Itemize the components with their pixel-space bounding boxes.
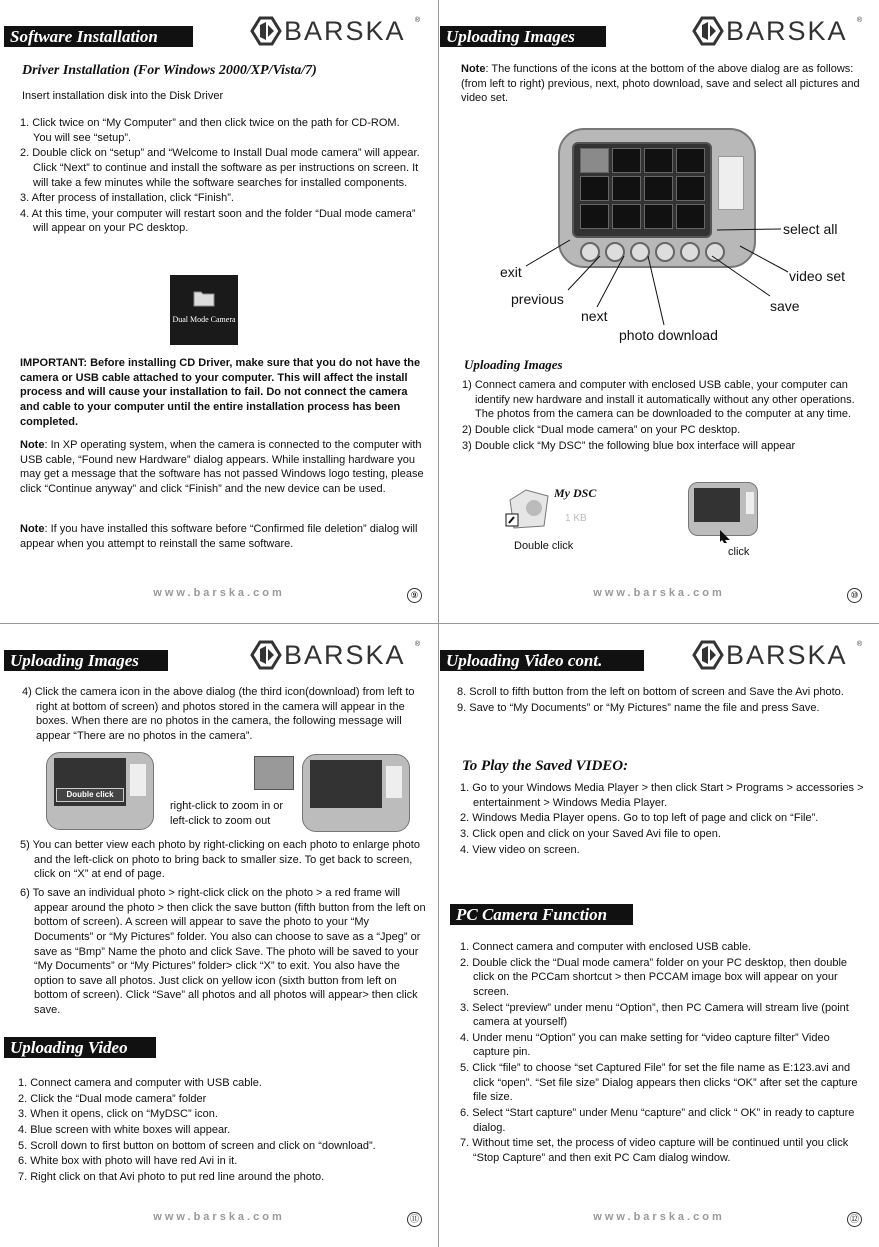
folder-icon xyxy=(193,289,215,307)
callout-leaders xyxy=(440,0,878,360)
list-item: 2. Double click on “setup” and “Welcome to Install Dual mode camera” will appear. Click “Next” to continue and install the software as per instructions on screen. It will take a few minutes while the software searches for installed components. xyxy=(20,147,420,189)
note-text: : In XP operating system, when the camera is connected to the computer with USB cable, “Found new Hardware” dialog appears. While installing hardware you may get a message that the software has not passed Windows logo testing, please click “Continue anyway” and click “Finish” and the new device can be used. xyxy=(20,439,424,495)
double-click-badge: Double click xyxy=(56,788,124,802)
note-reinstall xyxy=(20,522,424,551)
list-item: 1. Connect camera and computer with USB cable. xyxy=(18,1077,262,1089)
page-uploading-images-2 xyxy=(0,624,438,1247)
list-item: 3) Double click “My DSC” the following blue box interface will appear xyxy=(462,439,796,452)
page-number: ⑫ xyxy=(847,1212,862,1227)
note-text: : If you have installed this software before “Confirmed file deletion” dialog will appear when you attempt to reinstall the same software. xyxy=(20,523,418,550)
list-item: 5. Scroll down to first button on bottom of screen and click on “download”. xyxy=(18,1139,376,1152)
list-item: 2. Windows Media Player opens. Go to top left of page and click on “File”. xyxy=(460,812,819,825)
camera-dialog-double-click xyxy=(46,752,154,832)
callout-save: save xyxy=(770,298,800,314)
list-item: 7. Without time set, the process of video capture will be continued until you click “Stop Capture” and then exit PC Cam dialog window. xyxy=(460,1137,849,1164)
video-steps xyxy=(18,1076,434,1185)
brand-name: BARSKA xyxy=(726,640,848,670)
play-video-title: To Play the Saved VIDEO: xyxy=(462,758,629,774)
list-item: 1. Connect camera and computer with enclosed USB cable. xyxy=(460,941,752,953)
intro-text: Insert installation disk into the Disk Driver xyxy=(22,90,224,102)
callout-video-set: video set xyxy=(789,268,846,284)
step-4: 4) Click the camera icon in the above dialog (the third icon(download) from left to right at bottom of screen) and photos stored in the camera will appear in the boxes. When there are no photos in the camera, the following message will appear “There are no photos in the camera”. xyxy=(22,686,415,742)
note-label: Note xyxy=(20,523,45,535)
callout-exit: exit xyxy=(500,264,522,280)
list-item: 3. After process of installation, click “Finish”. xyxy=(20,192,234,205)
page-header: Uploading Images xyxy=(4,650,168,671)
driver-subtitle: Driver Installation (For Windows 2000/XP/Vista/7) xyxy=(22,63,317,78)
page-header: Uploading Images xyxy=(440,26,606,47)
list-item: 7. Right click on that Avi photo to put red line around the photo. xyxy=(18,1170,325,1183)
callout-next: next xyxy=(581,308,608,324)
pc-camera-header: PC Camera Function xyxy=(450,904,633,925)
registered-mark: ® xyxy=(856,641,862,648)
page-number: ⑨ xyxy=(407,588,422,603)
callout-select-all: select all xyxy=(783,221,838,237)
uploading-images-subtitle: Uploading Images xyxy=(464,357,563,372)
cursor-arrow-icon xyxy=(718,528,732,544)
video-steps-cont xyxy=(457,685,861,716)
list-item: 2. Click the “Dual mode camera” folder xyxy=(18,1092,207,1105)
list-item: 3. Select “preview” under menu “Option”, then PC Camera will stream live (point camera at yourself) xyxy=(460,1001,849,1029)
page-software-installation xyxy=(0,0,438,623)
important-warning: IMPORTANT: Before installing CD Driver, make sure that you do not have the camera or USB cable attached to your computer. This will affect the install process and will cause your installation to fail. Do not connect the camera and cable to your computer until the entire installation process has been completed. xyxy=(20,357,421,428)
step-6: 6) To save an individual photo > right-click click on the photo > a red frame will appear around the photo > then click the save button (fifth button from the left on bottom of screen). A screen will appear to save the photo to your “My Documents” or “My Pictures” folder. You also can choose to save as a “Jpeg” or save as “Bmp” Name the photo and click Save. The photo will be saved to your “My Documents” or “My Pictures” folder> click “X” to exit. You also have the option to save all photos. Just click on yellow icon (sixth button from left on bottom of screen). Click “Save” all photos and all photos will appear> then click save. xyxy=(20,887,426,1016)
page-uploading-images xyxy=(440,0,878,623)
dual-mode-camera-shortcut xyxy=(170,275,238,345)
list-item: 1. Go to your Windows Media Player > then click Start > Programs > accessories > entertainment > Windows Media Player. xyxy=(460,782,864,809)
page-number: ⑩ xyxy=(847,588,862,603)
folder-icon xyxy=(504,486,554,532)
footer-url: www.barska.com xyxy=(593,587,725,600)
list-item: 3. When it opens, click on “MyDSC” icon. xyxy=(18,1108,218,1121)
play-steps xyxy=(460,781,864,858)
mydsc-label: My DSC xyxy=(554,486,597,500)
list-item: 6. White box with photo will have red Avi in it. xyxy=(18,1155,238,1168)
page-uploading-video-cont xyxy=(440,624,878,1247)
file-size: 1 KB xyxy=(565,513,587,524)
step-5: 5) You can better view each photo by right-clicking on each photo to enlarge photo and the left-click on photo to bring back to smaller size. To get back to screen, click on “X” at end of page. xyxy=(20,839,420,881)
video-header: Uploading Video xyxy=(4,1037,156,1058)
list-item: 6. Select “Start capture” under Menu “capture” and click “ OK” in ready to capture dialog. xyxy=(460,1106,855,1134)
brand-name: BARSKA xyxy=(284,16,406,46)
barska-logo xyxy=(250,638,420,672)
footer-url: www.barska.com xyxy=(593,1211,725,1224)
note-label: Note xyxy=(461,63,486,75)
icon-label: Dual Mode Camera xyxy=(172,315,236,324)
zoom-instruction: right-click to zoom in or left-click to zoom out xyxy=(170,800,284,827)
page-header: Software Installation xyxy=(4,26,193,47)
registered-mark: ® xyxy=(414,17,420,24)
barska-mark-icon xyxy=(250,640,282,670)
footer-url: www.barska.com xyxy=(153,1211,285,1224)
note-xp xyxy=(20,438,424,497)
list-item: 4. Blue screen with white boxes will appear. xyxy=(18,1123,231,1136)
list-item: 2. Double click the “Dual mode camera” folder on your PC desktop, then double click on the PCCam shortcut > then PCCAM image box will appear on your screen. xyxy=(460,956,848,998)
list-item: 8. Scroll to fifth button from the left on bottom of screen and Save the Avi photo. xyxy=(457,686,844,698)
note-label: Note xyxy=(20,439,45,451)
double-click-label: Double click xyxy=(514,540,574,552)
upload-steps xyxy=(462,378,864,454)
brand-name: BARSKA xyxy=(726,16,848,46)
barska-logo xyxy=(692,638,862,672)
brand-name: BARSKA xyxy=(284,640,406,670)
list-item: 5. Click “file” to choose “set Captured File” for set the file name as E:123.avi and click “open”. “Set file size” Dialog appears then clicks “OK” after set the capture file size. xyxy=(460,1062,858,1104)
click-label: click xyxy=(728,546,750,558)
enlarged-photo xyxy=(254,756,294,790)
barska-logo xyxy=(250,14,420,48)
camera-dialog-empty xyxy=(302,754,410,834)
list-item: 1) Connect camera and computer with enclosed USB cable, your computer can identify new hardware and install it automatically without any other operations. The photos from the camera can be downloaded to the computer at any time. xyxy=(462,379,855,421)
install-steps xyxy=(20,116,420,237)
list-item: 1. Click twice on “My Computer” and then click twice on the path for CD-ROM. You will see “setup”. xyxy=(20,117,400,144)
footer-url: www.barska.com xyxy=(153,587,285,600)
page-header: Uploading Video cont. xyxy=(440,650,644,671)
callout-photo-download: photo download xyxy=(619,327,718,343)
list-item: 4. Under menu “Option” you can make setting for “video capture filter” Video capture pin. xyxy=(460,1031,830,1059)
barska-mark-icon xyxy=(250,16,282,46)
list-item: 4. View video on screen. xyxy=(460,843,580,856)
registered-mark: ® xyxy=(414,641,420,648)
list-item: 2) Double click “Dual mode camera” on your PC desktop. xyxy=(462,423,741,436)
note-text: : The functions of the icons at the bottom of the above dialog are as follows: (from left to right) previous, next, photo download, save and select all pictures and video set. xyxy=(461,63,860,105)
list-item: 4. At this time, your computer will restart soon and the folder “Dual mode camera” will appear on your PC desktop. xyxy=(20,207,416,235)
page-number: ⑪ xyxy=(407,1212,422,1227)
registered-mark: ® xyxy=(856,17,862,24)
barska-mark-icon xyxy=(692,640,724,670)
callout-previous: previous xyxy=(511,291,564,307)
list-item: 3. Click open and click on your Saved Avi file to open. xyxy=(460,827,721,840)
list-item: 9. Save to “My Documents” or “My Pictures” name the file and press Save. xyxy=(457,701,820,714)
pc-camera-steps xyxy=(460,940,864,1166)
